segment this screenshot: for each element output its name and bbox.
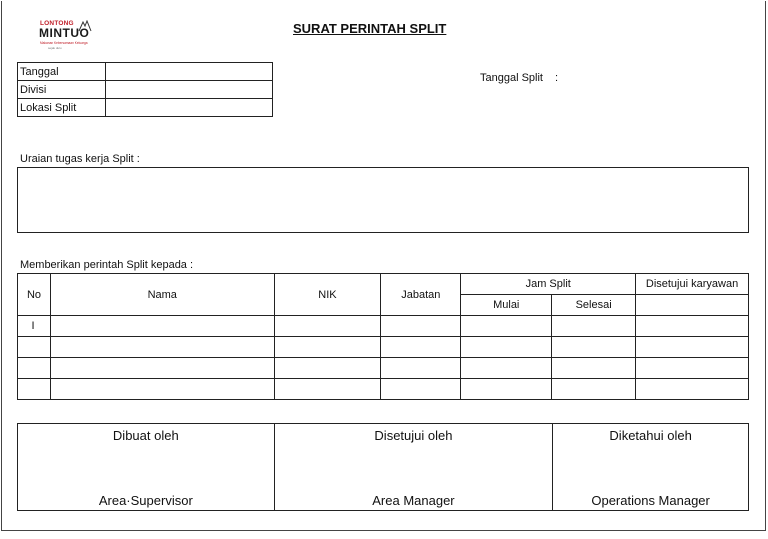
signature-role: Operations Manager [591, 493, 710, 508]
signature-block-disetujui[interactable] [274, 424, 553, 511]
header-no: No [18, 274, 51, 316]
info-label: Tanggal [18, 63, 106, 81]
cell-disetujui[interactable] [636, 337, 749, 358]
cell-nama[interactable] [50, 337, 274, 358]
header-nik: NIK [274, 274, 381, 316]
cell-nama[interactable] [50, 316, 274, 337]
logo-sub-text: sejak dulu [48, 45, 62, 50]
cell-nama[interactable] [50, 379, 274, 400]
cell-disetujui[interactable] [636, 358, 749, 379]
row-no [18, 358, 51, 379]
info-label: Divisi [18, 81, 106, 99]
tanggal-split [480, 72, 558, 84]
cell-jabatan[interactable] [381, 358, 461, 379]
table-row [18, 379, 749, 400]
header-disetujui-karyawan: Disetujui karyawan [636, 274, 749, 295]
info-row-tanggal [18, 63, 273, 81]
tanggal-split-label: Tanggal Split [480, 72, 543, 84]
uraian-field[interactable] [17, 167, 749, 233]
cell-nik[interactable] [274, 379, 381, 400]
signature-heading: Disetujui oleh [374, 428, 453, 443]
signature-heading: Dibuat oleh [112, 428, 179, 443]
cell-selesai[interactable] [552, 337, 636, 358]
divisi-field[interactable] [106, 81, 273, 99]
lokasi-split-field[interactable] [106, 99, 273, 117]
info-row-lokasi [18, 99, 273, 117]
table-row [18, 358, 749, 379]
cell-nama[interactable] [50, 358, 274, 379]
cell-nik[interactable] [274, 316, 381, 337]
cell-mulai[interactable] [461, 316, 552, 337]
cell-nik[interactable] [274, 358, 381, 379]
uraian-label: Uraian tugas kerja Split : [20, 153, 140, 165]
cell-mulai[interactable] [461, 379, 552, 400]
cell-jabatan[interactable] [381, 379, 461, 400]
header-jabatan: Jabatan [381, 274, 461, 316]
header-jam-split: Jam Split [461, 274, 636, 295]
signature-block-diketahui[interactable] [553, 424, 749, 511]
signature-table [17, 423, 749, 511]
header-mulai: Mulai [461, 295, 552, 316]
signature-role: Area·Supervisor [98, 493, 193, 508]
cell-disetujui[interactable] [636, 379, 749, 400]
cell-jabatan[interactable] [381, 337, 461, 358]
logo-roof-icon [78, 20, 92, 32]
cell-selesai[interactable] [552, 316, 636, 337]
cell-mulai[interactable] [461, 337, 552, 358]
logo-main-text: MINTUO [39, 26, 90, 40]
signature-block-dibuat[interactable] [18, 424, 275, 511]
row-no [18, 379, 51, 400]
document-title: SURAT PERINTAH SPLIT [293, 21, 447, 36]
cell-selesai[interactable] [552, 358, 636, 379]
info-row-divisi [18, 81, 273, 99]
cell-disetujui[interactable] [636, 316, 749, 337]
row-no: I [18, 316, 51, 337]
header-selesai: Selesai [552, 295, 636, 316]
table-row [18, 337, 749, 358]
logo-tagline: Makanan Kebersamaan Keluarga [40, 41, 88, 45]
row-no [18, 337, 51, 358]
cell-mulai[interactable] [461, 358, 552, 379]
signature-role: Area Manager [372, 493, 455, 508]
cell-selesai[interactable] [552, 379, 636, 400]
header-nama: Nama [50, 274, 274, 316]
cell-nik[interactable] [274, 337, 381, 358]
tanggal-field[interactable] [106, 63, 273, 81]
signature-heading: Diketahui oleh [609, 428, 692, 443]
info-table [17, 62, 273, 117]
cell-jabatan[interactable] [381, 316, 461, 337]
tanggal-split-colon: : [555, 72, 559, 84]
info-label: Lokasi Split [18, 99, 106, 117]
logo-top-text: LONTONG [40, 20, 74, 27]
company-logo [38, 20, 98, 50]
staff-table [17, 273, 749, 400]
header-disetujui-blank [636, 295, 749, 316]
memberikan-label: Memberikan perintah Split kepada : [20, 259, 194, 271]
table-row [18, 316, 749, 337]
